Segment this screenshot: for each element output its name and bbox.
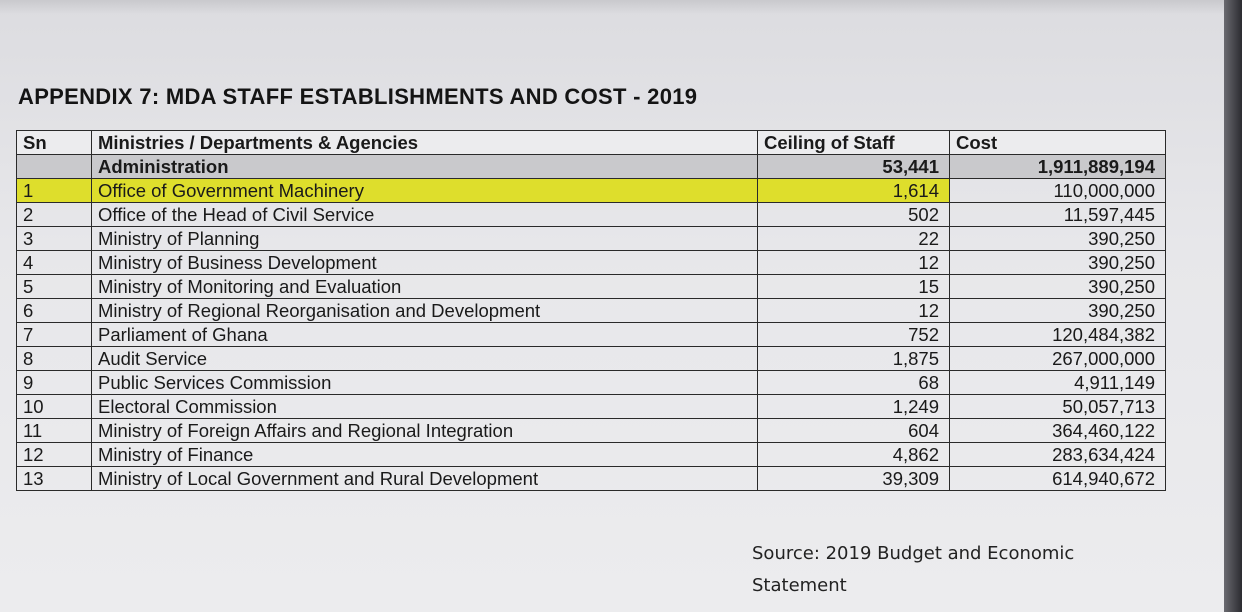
cell-sn: 7 [17,323,92,347]
cell-cost: 4,911,149 [950,371,1166,395]
header-sn: Sn [17,131,92,155]
table-row [17,395,1166,419]
section-row-administration [17,155,1166,179]
cell-sn: 12 [17,443,92,467]
screen-bezel [1224,0,1242,612]
cell-staff: 15 [758,275,950,299]
table-row [17,323,1166,347]
table-row [17,179,1166,203]
cell-sn: 9 [17,371,92,395]
cell-name: Office of Government Machinery [92,179,758,203]
cell-staff: 1,614 [758,179,950,203]
document-title: APPENDIX 7: MDA STAFF ESTABLISHMENTS AND COST - 2019 [18,84,698,109]
cell-sn: 10 [17,395,92,419]
cell-sn: 1 [17,179,92,203]
cell-name: Ministry of Planning [92,227,758,251]
table-row [17,419,1166,443]
cell-sn: 2 [17,203,92,227]
table-row [17,347,1166,371]
cell-staff: 604 [758,419,950,443]
cell-staff: 39,309 [758,467,950,491]
cell-staff: 4,862 [758,443,950,467]
cell-cost: 110,000,000 [950,179,1166,203]
cell-name: Ministry of Foreign Affairs and Regional Integration [92,419,758,443]
cell-name: Office of the Head of Civil Service [92,203,758,227]
cell-staff: 22 [758,227,950,251]
cell-name: Public Services Commission [92,371,758,395]
cell-name: Ministry of Regional Reorganisation and Development [92,299,758,323]
cell-name: Ministry of Business Development [92,251,758,275]
cell-staff: 12 [758,251,950,275]
cell-name: Parliament of Ghana [92,323,758,347]
cell-staff: 68 [758,371,950,395]
mda-staff-table [16,130,1166,491]
table-row [17,443,1166,467]
cell-cost: 390,250 [950,251,1166,275]
cell-staff: 1,875 [758,347,950,371]
cell-sn: 3 [17,227,92,251]
cell-name: Audit Service [92,347,758,371]
cell-cost: 390,250 [950,227,1166,251]
cell-staff: 1,249 [758,395,950,419]
cell-staff: 752 [758,323,950,347]
cell-name: Ministry of Local Government and Rural Development [92,467,758,491]
cell-sn: 4 [17,251,92,275]
cell-name: Ministry of Finance [92,443,758,467]
header-name: Ministries / Departments & Agencies [92,131,758,155]
section-sn [17,155,92,179]
cell-name: Ministry of Monitoring and Evaluation [92,275,758,299]
source-note [752,538,1132,602]
cell-cost: 11,597,445 [950,203,1166,227]
section-staff-total: 53,441 [758,155,950,179]
cell-cost: 283,634,424 [950,443,1166,467]
cell-sn: 13 [17,467,92,491]
header-cost: Cost [950,131,1166,155]
cell-name: Electoral Commission [92,395,758,419]
table-row [17,371,1166,395]
cell-sn: 11 [17,419,92,443]
cell-sn: 8 [17,347,92,371]
header-staff: Ceiling of Staff [758,131,950,155]
section-label: Administration [92,155,758,179]
section-cost-total: 1,911,889,194 [950,155,1166,179]
table-row [17,203,1166,227]
table-row [17,227,1166,251]
table-row [17,299,1166,323]
cell-cost: 390,250 [950,299,1166,323]
cell-sn: 5 [17,275,92,299]
cell-cost: 390,250 [950,275,1166,299]
cell-staff: 12 [758,299,950,323]
cell-staff: 502 [758,203,950,227]
table-row [17,467,1166,491]
cell-cost: 120,484,382 [950,323,1166,347]
cell-cost: 614,940,672 [950,467,1166,491]
cell-cost: 364,460,122 [950,419,1166,443]
cell-sn: 6 [17,299,92,323]
source-line-1: Source: 2019 Budget and Economic [752,543,1075,564]
table-row [17,251,1166,275]
table-header-row [17,131,1166,155]
source-line-2: Statement [752,575,847,596]
screen-glare [0,0,1242,14]
table-row [17,275,1166,299]
cell-cost: 267,000,000 [950,347,1166,371]
cell-cost: 50,057,713 [950,395,1166,419]
